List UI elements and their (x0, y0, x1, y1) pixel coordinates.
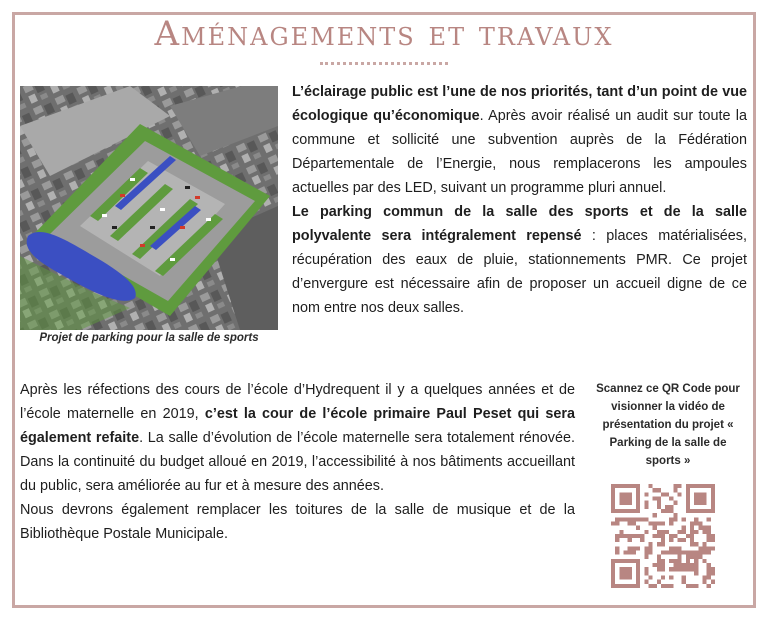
parking-body: : places matérialisées, récupération des eaux de pluie, stationnements PMR. Ce projet d’envergure est nécessaire afin de proposer un accueil digne de ce nom entre nos deux salles. (292, 228, 747, 316)
qr-code-icon[interactable] (611, 484, 715, 588)
parking-aerial-render (20, 86, 278, 330)
roofs-paragraph: Nous devrons également remplacer les toitures de la salle de musique et de la Bibliothèque Postale Municipale. (20, 502, 575, 542)
schools-intro: Après les réfections des cours de l’école d’Hydrequent il y a quelques années et de l’école maternelle en 2019, (20, 382, 575, 422)
schools-body: . La salle d’évolution de l’école maternelle sera totalement rénovée. Dans la continuité du budget alloué en 2019, l’accessibilité à nos bâtiments accueillant du public, sera améliorée au fur et à mesure des années. (20, 430, 575, 494)
schools-highlight: c’est la cour de l’école primaire Paul Peset qui sera également refaite (20, 406, 575, 446)
title-underline (320, 62, 448, 65)
page-title: Aménagements et travaux (154, 14, 614, 54)
image-caption: Projet de parking pour la salle de sports (39, 332, 259, 344)
qr-code (611, 484, 715, 588)
parking-project-image (20, 86, 278, 330)
lighting-highlight: L’éclairage public est l’une de nos priorités, tant d’un point de vue écologique qu’économique (292, 84, 747, 124)
parking-paragraph (292, 200, 747, 320)
schools-paragraph (20, 378, 575, 498)
parking-highlight: Le parking commun de la salle des sports et de la salle polyvalente sera intégralement repensé (292, 204, 747, 244)
lighting-parking-text (292, 80, 747, 320)
lighting-paragraph (292, 80, 747, 200)
lighting-body: . Après avoir réalisé un audit sur toute la commune et sollicité une subvention auprès de la Fédération Départementale de l’Energie, nous remplacerons les ampoules actuelles par des LED, suivant un programme pluri annuel. (292, 108, 747, 196)
qr-instructions: Scannez ce QR Code pour visionner la vidéo de présentation du projet « Parking de la salle de sports » (596, 383, 740, 467)
schools-text (20, 378, 575, 546)
